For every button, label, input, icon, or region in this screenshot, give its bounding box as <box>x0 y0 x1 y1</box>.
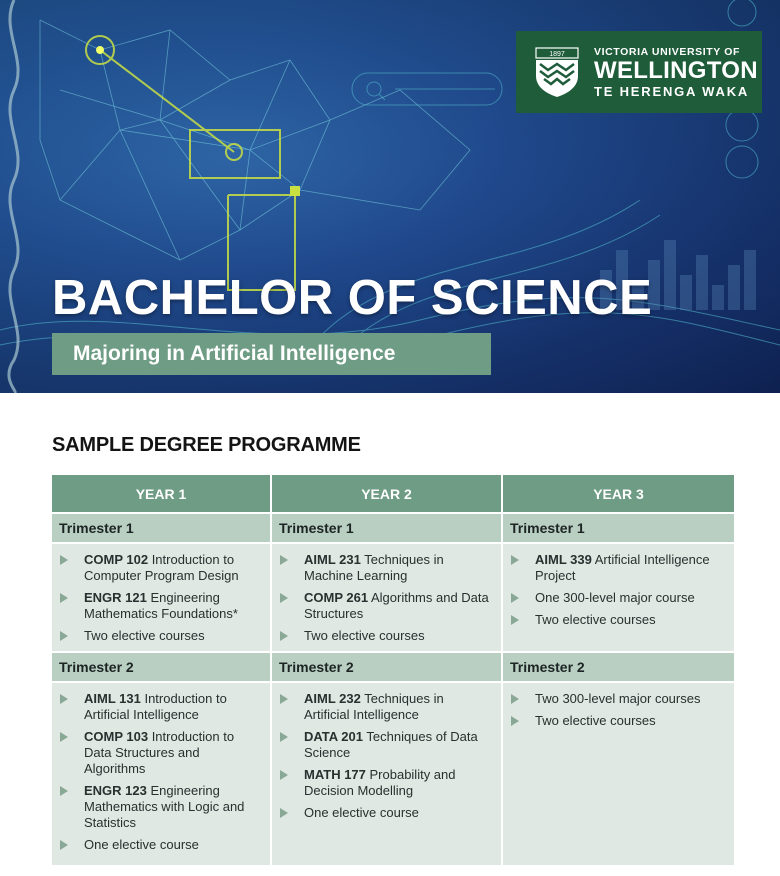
course-item: Two elective courses <box>511 713 724 729</box>
course-item: MATH 177 Probability and Decision Modelling <box>280 767 491 799</box>
course-item: One 300-level major course <box>511 590 724 606</box>
arrow-bullet-icon <box>60 555 68 565</box>
arrow-bullet-icon <box>60 732 68 742</box>
y3-trimester-2-courses <box>503 683 734 865</box>
y3-trimester-1-courses <box>503 544 734 651</box>
course-item: ENGR 123 Engineering Mathematics with Logic and Statistics <box>60 783 260 831</box>
university-crest-icon <box>532 46 582 98</box>
hero-banner <box>0 0 780 393</box>
logo-line-3: TE HERENGA WAKA <box>594 83 750 99</box>
major-subtitle-text: Majoring in Artificial Intelligence <box>73 342 396 365</box>
y1-trimester-1-courses <box>52 544 270 651</box>
course-item: Two elective courses <box>60 628 260 644</box>
university-logo <box>516 31 762 113</box>
year-1-header: YEAR 1 <box>52 475 270 512</box>
arrow-bullet-icon <box>511 555 519 565</box>
course-item: One elective course <box>60 837 260 853</box>
arrow-bullet-icon <box>280 631 288 641</box>
programme-table <box>52 475 734 865</box>
year-2-header: YEAR 2 <box>272 475 501 512</box>
y2-trimester-2-header: Trimester 2 <box>272 653 501 681</box>
course-item: COMP 102 Introduction to Computer Program Design <box>60 552 260 584</box>
arrow-bullet-icon <box>60 840 68 850</box>
y3-trimester-1-header: Trimester 1 <box>503 514 734 542</box>
course-item: Two 300-level major courses <box>511 691 724 707</box>
course-item: DATA 201 Techniques of Data Science <box>280 729 491 761</box>
arrow-bullet-icon <box>60 631 68 641</box>
y2-trimester-1-courses <box>272 544 501 651</box>
course-item: One elective course <box>280 805 491 821</box>
arrow-bullet-icon <box>280 770 288 780</box>
arrow-bullet-icon <box>280 555 288 565</box>
y2-trimester-1-header: Trimester 1 <box>272 514 501 542</box>
course-item: ENGR 121 Engineering Mathematics Foundations* <box>60 590 260 622</box>
arrow-bullet-icon <box>280 732 288 742</box>
y1-trimester-2-courses <box>52 683 270 865</box>
course-item: AIML 231 Techniques in Machine Learning <box>280 552 491 584</box>
arrow-bullet-icon <box>60 694 68 704</box>
major-subtitle <box>52 333 491 375</box>
arrow-bullet-icon <box>60 786 68 796</box>
y1-trimester-1-header: Trimester 1 <box>52 514 270 542</box>
degree-title: BACHELOR OF SCIENCE <box>52 271 653 325</box>
arrow-bullet-icon <box>511 716 519 726</box>
arrow-bullet-icon <box>280 808 288 818</box>
course-item: COMP 261 Algorithms and Data Structures <box>280 590 491 622</box>
svg-text:1897: 1897 <box>549 51 565 58</box>
arrow-bullet-icon <box>511 694 519 704</box>
year-3-header: YEAR 3 <box>503 475 734 512</box>
y2-trimester-2-courses <box>272 683 501 865</box>
arrow-bullet-icon <box>280 694 288 704</box>
section-title: SAMPLE DEGREE PROGRAMME <box>52 434 361 456</box>
arrow-bullet-icon <box>280 593 288 603</box>
logo-line-1: VICTORIA UNIVERSITY OF <box>594 45 741 58</box>
logo-line-2: WELLINGTON <box>594 56 758 84</box>
y1-trimester-2-header: Trimester 2 <box>52 653 270 681</box>
y3-trimester-2-header: Trimester 2 <box>503 653 734 681</box>
arrow-bullet-icon <box>60 593 68 603</box>
course-item: AIML 232 Techniques in Artificial Intelligence <box>280 691 491 723</box>
course-item: AIML 131 Introduction to Artificial Intelligence <box>60 691 260 723</box>
course-item: AIML 339 Artificial Intelligence Project <box>511 552 724 584</box>
course-item: Two elective courses <box>280 628 491 644</box>
course-item: Two elective courses <box>511 612 724 628</box>
arrow-bullet-icon <box>511 615 519 625</box>
arrow-bullet-icon <box>511 593 519 603</box>
course-item: COMP 103 Introduction to Data Structures and Algorithms <box>60 729 260 777</box>
